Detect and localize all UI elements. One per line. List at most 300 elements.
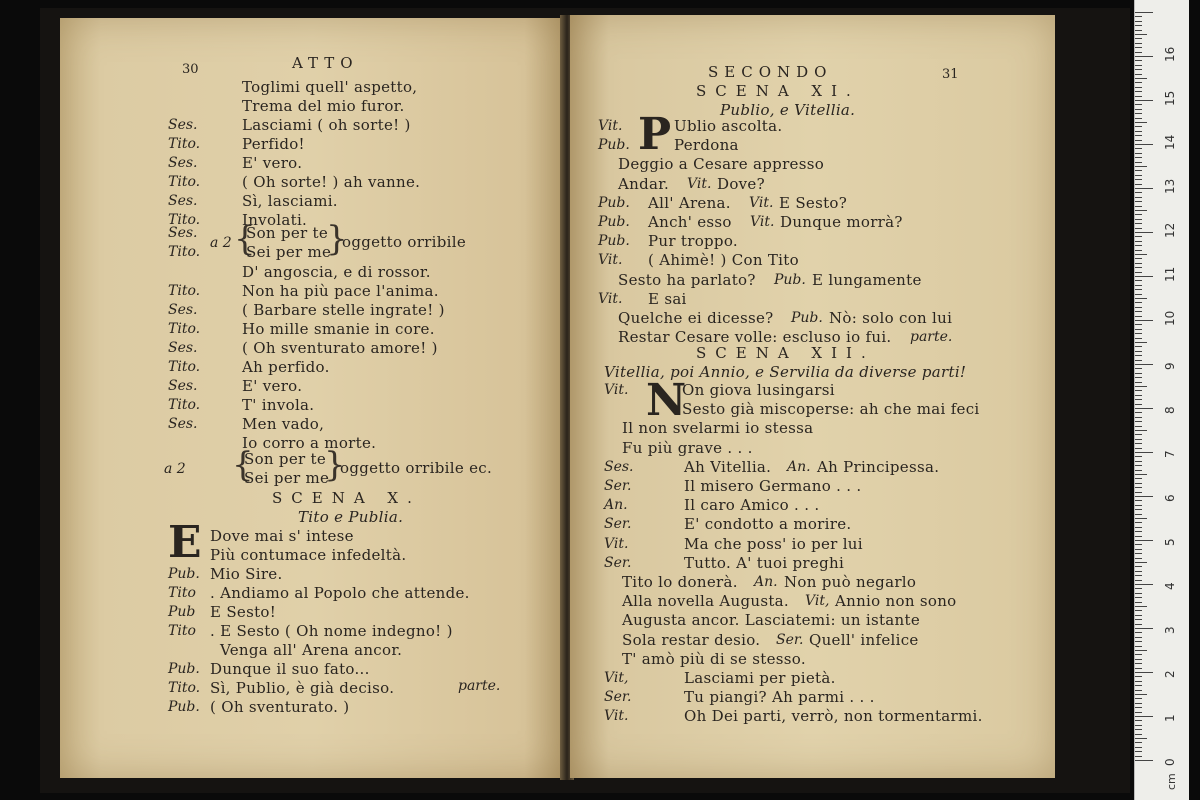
dialogue-line: Sì, lasciami. — [242, 192, 338, 210]
ruler-tick — [1135, 210, 1147, 211]
speaker-label: Vit. — [750, 214, 775, 230]
ruler-tick — [1135, 377, 1142, 378]
speaker-label: Vit. — [604, 708, 629, 725]
ruler-tick — [1135, 663, 1142, 664]
speaker-label: Tito. — [168, 283, 201, 299]
ruler-tick — [1135, 470, 1142, 471]
speaker-label: Ses. — [168, 416, 198, 432]
ruler-tick — [1135, 351, 1142, 352]
ruler-number: 3 — [1163, 626, 1177, 634]
ruler-tick — [1135, 588, 1142, 589]
ruler-tick — [1135, 439, 1142, 440]
ruler-tick — [1135, 690, 1142, 691]
ruler-number: 0 — [1163, 758, 1177, 766]
ruler-number: 16 — [1163, 46, 1177, 62]
ruler-tick — [1135, 179, 1142, 180]
ruler-number: 6 — [1163, 494, 1177, 502]
ruler-tick — [1135, 65, 1142, 66]
speaker-label: Pub. — [774, 271, 806, 288]
ruler-tick — [1135, 584, 1153, 585]
ruler-tick — [1135, 558, 1142, 559]
speaker-label: Ser. — [604, 478, 632, 494]
ruler-tick — [1135, 681, 1142, 682]
ruler-tick — [1135, 734, 1142, 735]
ruler-tick — [1135, 707, 1142, 708]
ruler-tick — [1135, 386, 1147, 387]
ruler-tick — [1135, 602, 1142, 603]
speaker-label: Pub. — [791, 310, 823, 326]
dialogue-line: On giova lusingarsi — [682, 381, 835, 399]
ruler-tick — [1135, 197, 1142, 198]
speaker-label: Tito. — [168, 174, 201, 190]
ruler-tick — [1135, 593, 1142, 594]
measurement-ruler — [1134, 0, 1189, 800]
speaker-label: An. — [754, 574, 778, 590]
ruler-tick — [1135, 632, 1142, 633]
ruler-tick — [1135, 412, 1142, 413]
scene-heading: SCENA XI. — [696, 82, 860, 100]
ruler-tick — [1135, 738, 1147, 739]
ruler-tick — [1135, 483, 1142, 484]
ruler-tick — [1135, 192, 1142, 193]
ruler-tick — [1135, 628, 1153, 629]
dialogue-line: Quell' infelice — [809, 630, 919, 649]
dialogue-line: E sai — [648, 289, 687, 308]
ruler-tick — [1135, 324, 1142, 325]
ruler-tick — [1135, 140, 1142, 141]
ruler-tick — [1135, 272, 1142, 273]
ruler-tick — [1135, 214, 1142, 215]
page-number: 31 — [942, 67, 959, 82]
speaker-label: Tito. — [168, 136, 201, 152]
dialogue-line: Pur troppo. — [648, 232, 738, 251]
ruler-tick — [1135, 34, 1147, 35]
ruler-tick — [1135, 131, 1142, 132]
ruler-tick — [1135, 223, 1142, 224]
speaker-label: Pub. — [168, 699, 200, 715]
speaker-label: Pub. — [168, 566, 200, 582]
scene-heading: SCENA XII. — [696, 344, 875, 362]
ruler-tick — [1135, 338, 1142, 339]
ruler-tick — [1135, 355, 1142, 356]
speaker-label: An. — [787, 458, 811, 475]
dialogue-line: E Sesto! — [210, 603, 277, 621]
ruler-tick — [1135, 74, 1142, 75]
ruler-number: 8 — [1163, 406, 1177, 414]
ruler-tick — [1135, 465, 1142, 466]
ruler-tick — [1135, 100, 1153, 101]
ruler-tick — [1135, 162, 1142, 163]
ruler-tick — [1135, 434, 1142, 435]
dialogue-line: Io corro a morte. — [242, 434, 377, 452]
dialogue-line: Tu piangi? Ah parmi . . . — [684, 688, 875, 707]
dialogue-line: Tito lo donerà. — [622, 573, 738, 591]
speaker-label: Ser. — [604, 689, 632, 706]
ruler-tick — [1135, 329, 1142, 330]
speaker-label: Pub. — [598, 137, 630, 154]
ruler-tick — [1135, 725, 1142, 726]
ruler-tick — [1135, 610, 1142, 611]
ruler-number: 9 — [1163, 362, 1177, 370]
page-header: SECONDO — [708, 63, 833, 81]
speaker-label: Ses. — [604, 458, 634, 475]
ruler-tick — [1135, 69, 1142, 70]
speaker-label: Pub. — [598, 233, 630, 250]
ruler-tick — [1135, 236, 1142, 237]
ruler-tick — [1135, 78, 1147, 79]
ruler-tick — [1135, 91, 1142, 92]
ruler-tick — [1135, 170, 1142, 171]
brace-left: { — [232, 445, 254, 485]
ruler-tick — [1135, 294, 1142, 295]
ruler-number: 7 — [1163, 450, 1177, 458]
ruler-tick — [1135, 562, 1147, 563]
ruler-tick — [1135, 148, 1142, 149]
speaker-label: Ses. — [168, 378, 198, 394]
dialogue-line: Nò: solo con lui — [829, 309, 953, 327]
dialogue-line: . E Sesto ( Oh nome indegno! ) — [210, 622, 453, 640]
ruler-tick — [1135, 452, 1153, 453]
speaker-label: Vit. — [604, 382, 629, 398]
dialogue-line: E Sesto? — [779, 193, 848, 212]
left-page — [60, 18, 565, 778]
speaker-label: Tito — [168, 585, 196, 601]
duet-shared: oggetto orribile — [342, 233, 467, 251]
brace-right: } — [324, 445, 346, 485]
speaker-label: Vit. — [598, 118, 623, 134]
ruler-tick — [1135, 104, 1142, 105]
ruler-tick — [1135, 21, 1142, 22]
scene-heading: SCENA X. — [272, 489, 421, 507]
dialogue-line: Più contumace infedeltà. — [210, 546, 407, 564]
duet-line: Sei per me — [244, 469, 330, 487]
ruler-tick — [1135, 157, 1142, 158]
dialogue-line: Il non svelarmi io stessa — [622, 419, 814, 438]
ruler-tick — [1135, 514, 1142, 515]
dialogue-line: T' invola. — [242, 396, 315, 414]
dialogue-line: Ublio ascolta. — [674, 117, 783, 135]
ruler-tick — [1135, 382, 1142, 383]
ruler-tick — [1135, 12, 1153, 13]
page-number: 30 — [182, 62, 199, 77]
dialogue-line: Perdona — [674, 136, 739, 155]
ruler-tick — [1135, 571, 1142, 572]
speaker-label: Vit. — [687, 175, 712, 192]
dialogue-line: Sola restar desio. — [622, 630, 761, 649]
drop-cap: E — [168, 517, 202, 568]
dialogue-line: Ho mille smanie in core. — [242, 320, 435, 338]
ruler-tick — [1135, 184, 1142, 185]
ruler-tick — [1135, 87, 1142, 88]
speaker-label: Tito. — [168, 397, 201, 413]
dialogue-line: Mio Sire. — [210, 565, 283, 583]
ruler-tick — [1135, 38, 1142, 39]
ruler-tick — [1135, 342, 1147, 343]
ruler-tick — [1135, 522, 1142, 523]
ruler-tick — [1135, 421, 1142, 422]
ruler-tick — [1135, 122, 1147, 123]
ruler-tick — [1135, 646, 1142, 647]
ruler-tick — [1135, 641, 1142, 642]
ruler-tick — [1135, 751, 1142, 752]
ruler-tick — [1135, 175, 1142, 176]
ruler-tick — [1135, 228, 1142, 229]
ruler-tick — [1135, 606, 1147, 607]
stage-direction: parte. — [458, 678, 501, 694]
ruler-tick — [1135, 544, 1142, 545]
ruler-tick — [1135, 307, 1142, 308]
dialogue-line: Augusta ancor. Lasciatemi: un istante — [622, 611, 920, 630]
dialogue-line: E' vero. — [242, 377, 303, 395]
dialogue-line: Toglimi quell' aspetto, — [242, 78, 418, 96]
speaker-label: Pub. — [598, 194, 630, 211]
ruler-tick — [1135, 96, 1142, 97]
duet-line: Son per te — [246, 224, 329, 242]
dialogue-line: ( Oh sventurato. ) — [210, 698, 350, 716]
speaker-label: Tito. — [168, 359, 201, 375]
ruler-tick — [1135, 500, 1142, 501]
ruler-tick — [1135, 417, 1142, 418]
ruler-tick — [1135, 219, 1142, 220]
ruler-tick — [1135, 285, 1142, 286]
ruler-number: 12 — [1163, 222, 1177, 238]
speaker-label: Vit. — [598, 252, 623, 269]
speaker-label: Ser. — [604, 554, 632, 571]
ruler-tick — [1135, 443, 1142, 444]
ruler-unit: cm — [1165, 773, 1178, 790]
speaker-label: Vit. — [604, 535, 629, 552]
dialogue-line: E' condotto a morire. — [684, 515, 852, 534]
a-due-marker: a 2 — [164, 461, 186, 477]
dialogue-line: Fu più grave . . . — [622, 438, 753, 457]
ruler-tick — [1135, 245, 1142, 246]
ruler-number: 2 — [1163, 670, 1177, 678]
dialogue-line: Quelche ei dicesse? — [618, 309, 774, 327]
ruler-tick — [1135, 118, 1142, 119]
dialogue-line: Involati. — [242, 211, 308, 229]
speaker-label: Ser. — [776, 631, 804, 648]
speaker-label: Vit, — [805, 593, 830, 610]
ruler-tick — [1135, 720, 1142, 721]
ruler-tick — [1135, 320, 1153, 321]
duet-shared: oggetto orribile ec. — [340, 459, 493, 477]
speaker-label: Tito. — [168, 321, 201, 337]
dialogue-line: Men vado, — [242, 415, 325, 433]
dialogue-line: ( Ahimè! ) Con Tito — [648, 251, 799, 270]
ruler-tick — [1135, 346, 1142, 347]
ruler-tick — [1135, 333, 1142, 334]
ruler-tick — [1135, 126, 1142, 127]
dialogue-line: Dunque morrà? — [780, 213, 903, 231]
dialogue-line: Tutto. A' tuoi preghi — [684, 553, 845, 572]
ruler-tick — [1135, 232, 1153, 233]
brace-left: { — [234, 219, 256, 259]
ruler-tick — [1135, 263, 1142, 264]
ruler-tick — [1135, 659, 1142, 660]
ruler-tick — [1135, 694, 1147, 695]
ruler-tick — [1135, 553, 1142, 554]
dialogue-line: D' angoscia, e di rossor. — [242, 263, 431, 281]
ruler-number: 14 — [1163, 134, 1177, 150]
speaker-label: Pub — [168, 604, 196, 620]
speaker-label: Tito — [168, 623, 196, 639]
ruler-tick — [1135, 276, 1153, 277]
speaker-label: Ses. — [168, 225, 198, 241]
ruler-tick — [1135, 496, 1153, 497]
ruler-tick — [1135, 540, 1153, 541]
dialogue-line: All' Arena. — [648, 193, 731, 212]
ruler-tick — [1135, 113, 1142, 114]
ruler-tick — [1135, 298, 1147, 299]
ruler-tick — [1135, 144, 1153, 145]
ruler-tick — [1135, 267, 1142, 268]
ruler-tick — [1135, 395, 1142, 396]
ruler-tick — [1135, 25, 1142, 26]
ruler-tick — [1135, 580, 1142, 581]
speaker-label: Pub. — [168, 661, 200, 677]
ruler-tick — [1135, 52, 1142, 53]
ruler-tick — [1135, 756, 1142, 757]
dialogue-line: Il misero Germano . . . — [684, 477, 862, 495]
ruler-tick — [1135, 43, 1142, 44]
ruler-tick — [1135, 698, 1142, 699]
ruler-tick — [1135, 408, 1153, 409]
dialogue-line: ( Oh sorte! ) ah vanne. — [242, 173, 421, 191]
dialogue-line: . Andiamo al Popolo che attende. — [210, 584, 470, 602]
speaker-label: Ses. — [168, 117, 198, 133]
ruler-tick — [1135, 60, 1142, 61]
ruler-tick — [1135, 16, 1142, 17]
speaker-label: Vit, — [604, 670, 629, 686]
ruler-tick — [1135, 676, 1142, 677]
ruler-tick — [1135, 518, 1147, 519]
ruler-tick — [1135, 188, 1153, 189]
speaker-label: Vit. — [598, 290, 623, 307]
ruler-tick — [1135, 30, 1142, 31]
ruler-tick — [1135, 478, 1142, 479]
ruler-tick — [1135, 474, 1147, 475]
ruler-tick — [1135, 615, 1142, 616]
ruler-tick — [1135, 82, 1142, 83]
dialogue-line: Trema del mio furor. — [242, 97, 405, 115]
ruler-tick — [1135, 426, 1142, 427]
scene-characters: Tito e Publia. — [298, 508, 404, 526]
brace-right: } — [326, 219, 348, 259]
ruler-number: 13 — [1163, 178, 1177, 194]
ruler-tick — [1135, 650, 1147, 651]
speaker-label: Tito. — [168, 212, 201, 228]
dialogue-line: Ah Principessa. — [817, 457, 940, 476]
speaker-label: Ses. — [168, 193, 198, 209]
ruler-tick — [1135, 619, 1142, 620]
ruler-number: 5 — [1163, 538, 1177, 546]
ruler-number: 4 — [1163, 582, 1177, 590]
ruler-tick — [1135, 760, 1153, 761]
speaker-label: Ser. — [604, 516, 632, 533]
ruler-tick — [1135, 47, 1142, 48]
ruler-tick — [1135, 166, 1147, 167]
ruler-number: 10 — [1163, 310, 1177, 326]
dialogue-line: T' amò più di se stesso. — [622, 649, 806, 668]
dialogue-line: Dunque il suo fato... — [210, 660, 370, 678]
dialogue-line: Ah Vitellia. — [684, 457, 772, 476]
ruler-tick — [1135, 492, 1142, 493]
ruler-tick — [1135, 373, 1142, 374]
ruler-tick — [1135, 316, 1142, 317]
dialogue-line: E' vero. — [242, 154, 303, 172]
dialogue-line: Lasciami ( oh sorte! ) — [242, 116, 411, 134]
dialogue-line: Dove mai s' intese — [210, 527, 354, 545]
ruler-tick — [1135, 566, 1142, 567]
dialogue-line: Il caro Amico . . . — [684, 496, 820, 515]
ruler-tick — [1135, 430, 1147, 431]
ruler-tick — [1135, 747, 1142, 748]
speaker-label: Tito. — [168, 244, 201, 260]
ruler-tick — [1135, 685, 1142, 686]
ruler-number: 15 — [1163, 90, 1177, 106]
ruler-tick — [1135, 311, 1142, 312]
speaker-label: Tito. — [168, 680, 201, 696]
ruler-tick — [1135, 575, 1142, 576]
ruler-tick — [1135, 729, 1142, 730]
ruler-tick — [1135, 668, 1142, 669]
dialogue-line: Oh Dei parti, verrò, non tormentarmi. — [684, 707, 983, 726]
dialogue-line: Ah perfido. — [242, 358, 330, 376]
dialogue-line: Restar Cesare volle: escluso io fui. — [618, 328, 892, 347]
dialogue-line: Deggio a Cesare appresso — [618, 155, 825, 174]
dialogue-line: Sesto già miscoperse: ah che mai feci — [682, 400, 980, 419]
a-due-marker: a 2 — [210, 235, 232, 251]
ruler-tick — [1135, 153, 1142, 154]
ruler-tick — [1135, 536, 1142, 537]
ruler-tick — [1135, 56, 1153, 57]
ruler-tick — [1135, 390, 1142, 391]
dialogue-line: Andar. — [618, 174, 670, 193]
ruler-tick — [1135, 206, 1142, 207]
dialogue-line: Dove? — [717, 174, 765, 193]
dialogue-line: Lasciami per pietà. — [684, 669, 836, 687]
dialogue-line: Perfido! — [242, 135, 305, 153]
dialogue-line: ( Barbare stelle ingrate! ) — [242, 301, 445, 319]
ruler-tick — [1135, 360, 1142, 361]
ruler-tick — [1135, 254, 1147, 255]
ruler-tick — [1135, 404, 1142, 405]
ruler-tick — [1135, 368, 1142, 369]
dialogue-line: Non può negarlo — [784, 573, 917, 591]
ruler-tick — [1135, 703, 1142, 704]
ruler-tick — [1135, 509, 1142, 510]
dialogue-line: Anch' esso — [648, 213, 732, 231]
dialogue-line: Alla novella Augusta. — [622, 592, 789, 611]
ruler-tick — [1135, 531, 1142, 532]
duet-line: Sei per me — [246, 243, 332, 261]
ruler-tick — [1135, 716, 1153, 717]
speaker-label: Ses. — [168, 155, 198, 171]
ruler-tick — [1135, 637, 1142, 638]
ruler-tick — [1135, 549, 1142, 550]
dialogue-line: Ma che poss' io per lui — [684, 534, 863, 553]
ruler-tick — [1135, 461, 1142, 462]
ruler-tick — [1135, 399, 1142, 400]
page-header: ATTO — [292, 54, 359, 72]
duet-line: Son per te — [244, 450, 327, 468]
ruler-tick — [1135, 302, 1142, 303]
dialogue-line: E lungamente — [812, 270, 922, 289]
dialogue-line: Sì, Publio, è già deciso. — [210, 679, 395, 697]
ruler-tick — [1135, 624, 1142, 625]
dialogue-line: ( Oh sventurato amore! ) — [242, 339, 438, 357]
speaker-label: Vit. — [749, 194, 774, 211]
